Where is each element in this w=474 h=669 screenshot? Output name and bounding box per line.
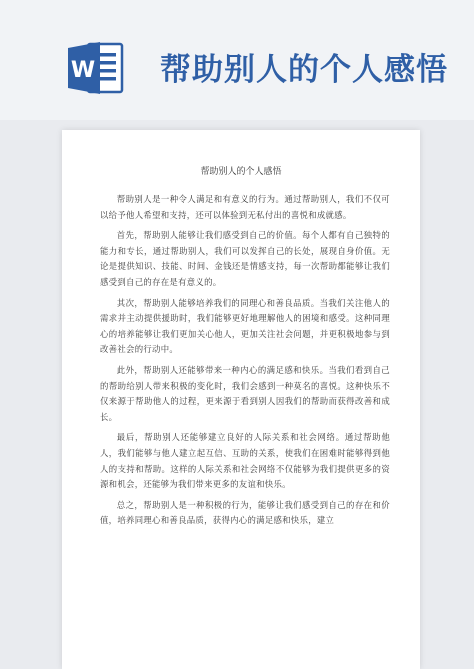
word-icon xyxy=(66,40,124,96)
banner xyxy=(0,0,474,120)
banner-title: 帮助别人的个人感悟 xyxy=(160,52,448,88)
paragraph-5: 最后，帮助别人还能够建立良好的人际关系和社会网络。通过帮助他人，我们能够与他人建立起互信、互助的关系，使我们在困难时能够得到他人的支持和帮助。这样的人际关系和社会网络不仅能够为我们提供更多的资源和机会，还能够为我们带来更多的友谊和快乐。 xyxy=(100,432,390,490)
paragraph-4: 此外，帮助别人还能够带来一种内心的满足感和快乐。当我们看到自己的帮助给别人带来积极的变化时，我们会感到一种莫名的喜悦。这种快乐不仅来源于帮助他人的过程，更来源于看到别人因我们的帮助而获得改善和成长。 xyxy=(100,364,390,422)
document-title: 帮助别人的个人感悟 xyxy=(200,167,282,177)
paragraph-2: 首先，帮助别人能够让我们感受到自己的价值。每个人都有自己独特的能力和专长，通过帮助别人，我们可以发挥自己的长处，展现自身价值。无论是提供知识、技能、时间、金钱还是情感支持，每一次帮助都能够让我们感受到自己的存在是有意义的。 xyxy=(100,230,390,287)
paragraph-6: 总之，帮助别人是一种积极的行为，能够让我们感受到自己的存在和价值，培养同理心和善良品质，获得内心的满足感和快乐，建立 xyxy=(100,499,390,526)
paragraph-3: 其次，帮助别人能够培养我们的同理心和善良品质。当我们关注他人的需求并主动提供援助时，我们能够更好地理解他人的困境和感受。这种同理心的培养能够让我们更加关心他人，更加关注社会问题，并更积极地参与到改善社会的行动中。 xyxy=(100,297,390,355)
word-logo-letter: W xyxy=(70,58,96,83)
document-body xyxy=(100,192,390,534)
paragraph-1: 帮助别人是一种令人满足和有意义的行为。通过帮助别人，我们不仅可以给予他人希望和支持，还可以体验到无私付出的喜悦和成就感。 xyxy=(100,194,390,220)
document-page xyxy=(62,130,420,669)
